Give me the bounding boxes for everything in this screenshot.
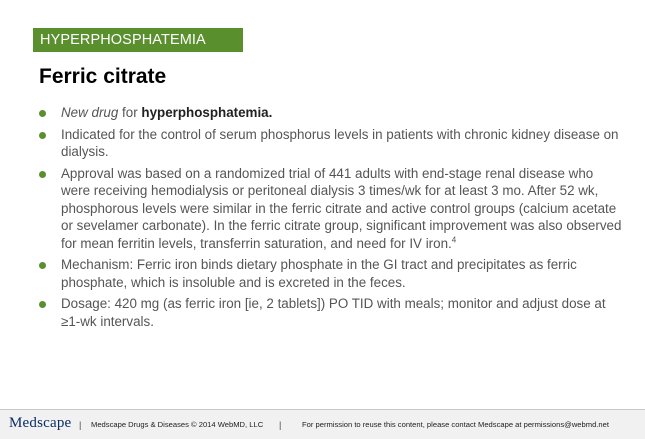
category-tag: HYPERPHOSPHATEMIA: [33, 28, 243, 52]
bullet-dot-icon: [39, 262, 46, 269]
bullet-dot-icon: [39, 301, 46, 308]
footer-copyright: Medscape Drugs & Diseases © 2014 WebMD, LLC: [91, 420, 264, 429]
bullet-text: Indicated for the control of serum phosphorus levels in patients with chronic kidney disease on dialysis.: [61, 126, 619, 159]
footer-separator: |: [279, 420, 282, 430]
footer-permission: For permission to reuse this content, please contact Medscape at permissions@webmd.net: [302, 420, 609, 429]
bullet-text: Approval was based on a randomized trial of 441 adults with end-stage renal disease who were receiving hemodialysis or peritoneal dialysis 3 times/wk for at least 3 mo. After 52 wk, phosphorous levels were similar in the ferric citrate and active control groups (calcium acetate or sevelamer carbonate). In the ferric citrate group, significant improvement was also observed for mean ferritin levels, transferrin saturation, and need for IV iron.: [61, 165, 622, 251]
bullet-bold: hyperphosphatemia.: [141, 105, 273, 120]
bullet-item: [39, 126, 624, 161]
bullet-dot-icon: [39, 132, 46, 139]
footer-separator: |: [79, 420, 82, 430]
bullet-item: [39, 295, 624, 330]
slide-title: Ferric citrate: [39, 65, 167, 88]
bullet-item: [39, 165, 624, 253]
bullet-text: Dosage: 420 mg (as ferric iron [ie, 2 tablets]) PO TID with meals; monitor and adjust dose at ≥1-wk intervals.: [61, 296, 606, 329]
bullet-list: [39, 104, 624, 334]
medscape-logo: Medscape: [9, 415, 72, 431]
bullet-dot-icon: [39, 110, 46, 117]
bullet-item: [39, 256, 624, 291]
reference-superscript: 4: [451, 235, 457, 245]
bullet-italic: New drug: [61, 105, 119, 120]
bullet-dot-icon: [39, 171, 46, 178]
bullet-text: for: [118, 105, 142, 120]
bullet-item: [39, 104, 624, 122]
bullet-text: Mechanism: Ferric iron binds dietary phosphate in the GI tract and precipitates as ferric phosphate, which is insoluble and is excreted in the feces.: [61, 257, 577, 290]
footer-bar: [0, 409, 645, 439]
